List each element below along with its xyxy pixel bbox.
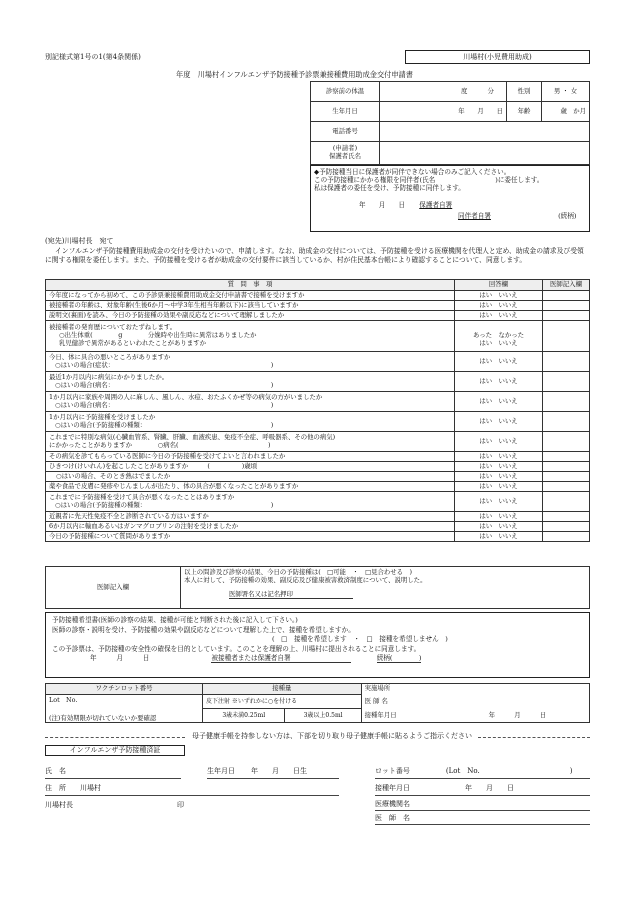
- cert-doctor: 医 師 名: [375, 814, 410, 822]
- answer-choice[interactable]: はい いいえ: [455, 492, 543, 512]
- question-row: 被接種者の年齢は、対象年齢(生後6か月～中学3年生相当年齢以下)に該当していますか はい いいえ: [46, 301, 590, 311]
- question-row: 今年度になってから初めて、この予診票兼接種費用助成金交付申請書で接種を受けますか はい いいえ: [46, 291, 590, 301]
- doctor-note-cell[interactable]: [543, 412, 590, 432]
- answer-choice[interactable]: はい いいえ: [455, 452, 543, 462]
- dob-label: 生年月日: [311, 102, 380, 122]
- answer-choice[interactable]: はい いいえ: [455, 432, 543, 452]
- phone-label: 電話番号: [311, 122, 380, 142]
- doctor-note-cell[interactable]: [543, 512, 590, 522]
- lot-cell[interactable]: Lot No. (注)有効期限が切れていないか要確認: [46, 695, 203, 723]
- guardian-field[interactable]: [380, 142, 590, 165]
- consent-statement: この予診票は、予防接種の安全性の確保を目的としています。このことを理解の上、川場村に提出されることに同意します。: [52, 644, 421, 653]
- question-row: 1か月以内に予防接種を受けましたか ○はいの場合(予防接種の種類： ) はい いいえ: [46, 412, 590, 432]
- cert-name-label: 氏 名: [45, 767, 66, 775]
- doctor-note-cell[interactable]: [543, 372, 590, 392]
- cert-lot-line[interactable]: [375, 778, 590, 779]
- doctor-judgement[interactable]: 以上の問診及び診察の結果、今日の予防接種は( □可能 ・ □見合わせる ): [184, 568, 412, 576]
- application-text: インフルエンザ予防接種費用助成金の交付を受けたいので、申請します。なお、助成金の交付については、予防接種を受ける医療機関を代理人と定め、助成金の請求及び受領に関する権限を委任します。また、予防接種を受ける者が助成金の交付要件に該当しているか、村が住民基本台帳により確認することについて、同意します。: [45, 247, 584, 264]
- age-label: 年齢: [507, 102, 542, 122]
- vaccine-table: [45, 683, 590, 723]
- doctor-note-cell[interactable]: [543, 352, 590, 372]
- question-row: ひきつけ(けいれん)を起こしたことがありますか ( )歳頃 はい いいえ: [46, 462, 590, 472]
- sex-label: 性別: [507, 82, 542, 102]
- answer-choice[interactable]: あった なかった はい いいえ: [455, 321, 543, 352]
- answer-choice[interactable]: はい いいえ: [455, 512, 543, 522]
- guardian-label: (申請者) 保護者氏名: [311, 142, 380, 165]
- doctor-signature[interactable]: 医師署名又は記名押印: [184, 591, 586, 599]
- cert-lot: ロット番号 (Lot No. ): [375, 767, 573, 775]
- category-box: 川場村(小児費用助成): [405, 50, 590, 64]
- sex-field[interactable]: 男 ・ 女: [542, 82, 590, 102]
- question-row: 薬や食品で皮膚に発疹やじんましんが出たり、体の具合が悪くなったことがありますか はい いいえ: [46, 482, 590, 492]
- doctor-note-cell[interactable]: [543, 301, 590, 311]
- consent-sign-row: 年 月 日 被接種者または保護者自署 続柄( ): [90, 654, 422, 663]
- certificate-title: インフルエンザ予防接種済証: [45, 745, 185, 756]
- consent-heading: 予防接種希望書(医師の診察の結果、接種が可能と判断された後に記入して下さい。): [52, 616, 298, 624]
- question-row: 最近1か月以内に病気にかかりましたか。 ○はいの場合(病名： ) はい いいえ: [46, 372, 590, 392]
- doctor-explanation: 本人に対して、予防接種の効果、副反応及び健康被害救済制度について、説明した。: [184, 575, 427, 584]
- dose-large-option[interactable]: 3歳以上0.5ml: [285, 709, 361, 723]
- cert-date: 接種年月日 年 月 日: [375, 784, 514, 792]
- answer-choice[interactable]: はい いいえ: [455, 301, 543, 311]
- doctor-section: [45, 566, 590, 609]
- doctor-note-cell[interactable]: [543, 291, 590, 301]
- doctor-note-cell[interactable]: [543, 392, 590, 412]
- lot-header: ワクチンロット番号: [46, 684, 203, 695]
- form-number: 別記様式第1号の1(第4条関係): [45, 53, 141, 61]
- answer-choice[interactable]: はい いいえ: [455, 482, 543, 492]
- answer-header: 回答欄: [455, 280, 543, 291]
- doctor-name-cell[interactable]: 医 師 名: [361, 695, 589, 709]
- cert-date-line[interactable]: [375, 795, 590, 796]
- date-cell[interactable]: 接種年月日 年 月 日: [361, 709, 589, 723]
- answer-choice[interactable]: はい いいえ: [455, 392, 543, 412]
- question-row: これまでに予防接種を受けて具合が悪くなったことはありますか ○はいの場合(予防接種の種類： ) はい いいえ: [46, 492, 590, 512]
- companion-text: 私は保護者の委任を受け、予防接種に同伴します。: [314, 184, 465, 193]
- temp-label: 診察前の体温: [311, 82, 380, 102]
- answer-choice[interactable]: はい いいえ: [455, 352, 543, 372]
- doctor-header: 医師記入欄: [543, 280, 590, 291]
- patient-info-table: [310, 81, 590, 165]
- consent-box: [45, 612, 590, 678]
- cut-note: 母子健康手帳を持参しない方は、下部を切り取り母子健康手帳に貼るようご指示ください: [192, 732, 472, 740]
- cut-line-right: [478, 737, 590, 738]
- site-header: 実施場所: [361, 684, 589, 695]
- dose-small-option[interactable]: 3歳未満0.25ml: [203, 709, 285, 723]
- form-title: 年度 川場村インフルエンザ予防接種予診票兼接種費用助成金交付申請書: [176, 70, 413, 79]
- questionnaire-table: [45, 279, 590, 542]
- cert-address-line[interactable]: [45, 795, 339, 796]
- doctor-note-cell[interactable]: [543, 472, 590, 482]
- doctor-note-cell[interactable]: [543, 462, 590, 472]
- age-field[interactable]: 歳 か月: [542, 102, 590, 122]
- question-row: これまでに特別な病気(心臓血管系、腎臓、肝臓、血液疾患、免疫不全症、呼吸器系、その他の病気) にかかったことがありますか ○病名( ) はい いいえ: [46, 432, 590, 452]
- question-row: 今日、体に具合の悪いところがありますか ○はいの場合(症状： ) はい いいえ: [46, 352, 590, 372]
- question-row: ○はいの場合、そのとき熱はでましたか はい いいえ: [46, 472, 590, 482]
- phone-field[interactable]: [380, 122, 590, 142]
- delegation-text: この予防接種にかかる権限を同伴者(氏名 )に委任します。: [314, 176, 544, 185]
- cert-dob-line[interactable]: [207, 778, 339, 779]
- question-row: 近親者に先天性免疫不全と診断されている方はいますか はい いいえ: [46, 512, 590, 522]
- doctor-note-cell[interactable]: [543, 532, 590, 542]
- question-header: 質 問 事 項: [46, 280, 455, 291]
- delegation-box: [310, 165, 590, 232]
- cert-name-line[interactable]: [45, 778, 181, 779]
- question-row: その病気を診てもらっている医師に今日の予防接種を受けてよいと言われましたか はい いいえ: [46, 452, 590, 462]
- dob-field[interactable]: 年 月 日: [380, 102, 507, 122]
- answer-choice[interactable]: はい いいえ: [455, 311, 543, 321]
- question-row: 被接種者の発育歴についておたずねします。 ○出生体重( g 分娩時や出生時に異常はありましたか 乳児健診で異常があるといわれたことがありますか あった なかった はい いいえ: [46, 321, 590, 352]
- question-row: 6か月以内に輸血あるいはガンマグロブリンの注射を受けましたか はい いいえ: [46, 522, 590, 532]
- companion-sign-row: 同伴者自署 (続柄): [458, 211, 577, 220]
- doctor-section-content: [181, 567, 590, 609]
- cert-seal: 印: [177, 801, 184, 809]
- doctor-note-cell[interactable]: [543, 452, 590, 462]
- doctor-note-cell[interactable]: [543, 492, 590, 512]
- answer-choice[interactable]: はい いいえ: [455, 472, 543, 482]
- doctor-note-cell[interactable]: [543, 311, 590, 321]
- question-row: 今日の予防接種について質問がありますか はい いいえ: [46, 532, 590, 542]
- answer-choice[interactable]: はい いいえ: [455, 462, 543, 472]
- answer-choice[interactable]: はい いいえ: [455, 372, 543, 392]
- doctor-note-cell[interactable]: [543, 522, 590, 532]
- dose-route: 皮下注射 ※いずれかに○を付ける: [203, 695, 362, 709]
- delegation-note: ◆予防接種当日に保護者が同伴できない場合のみご記入ください。: [314, 168, 511, 176]
- answer-choice[interactable]: はい いいえ: [455, 532, 543, 542]
- delegation-date: 年 月 日 保護者自署: [359, 200, 453, 209]
- answer-choice[interactable]: はい いいえ: [455, 412, 543, 432]
- doctor-note-cell[interactable]: [543, 432, 590, 452]
- cert-facility: 医療機関名: [375, 800, 410, 808]
- cert-dob: 生年月日 年 月 日生: [207, 767, 307, 775]
- cert-mayor: 川場村長: [45, 801, 73, 809]
- cut-line-left: [45, 737, 185, 738]
- cert-doctor-line[interactable]: [375, 824, 590, 825]
- doctor-note-cell[interactable]: [543, 321, 590, 352]
- doctor-section-label: 医師記入欄: [46, 567, 181, 609]
- cert-facility-line[interactable]: [375, 810, 590, 811]
- question-row: 1か月以内に家族や周囲の人に麻しん、風しん、水痘、おたふくかぜ等の病気の方がいましたか ○はいの場合(病名： ) はい いいえ: [46, 392, 590, 412]
- cert-address: 住 所 川場村: [45, 784, 101, 792]
- answer-choice[interactable]: はい いいえ: [455, 522, 543, 532]
- temp-field[interactable]: 度 分: [380, 82, 507, 102]
- consent-question: 医師の診察・説明を受け、予防接種の効果や副反応などについて理解した上で、接種を希望しますか。: [52, 625, 355, 634]
- addressee: (宛先)川場村長 宛て: [45, 237, 114, 245]
- answer-choice[interactable]: はい いいえ: [455, 291, 543, 301]
- doctor-note-cell[interactable]: [543, 482, 590, 492]
- dose-header: 接種量: [203, 684, 362, 695]
- question-row: 説明文(裏面)を読み、今日の予防接種の効果や副反応などについて理解しましたか はい いいえ: [46, 311, 590, 321]
- consent-choice[interactable]: ( □ 接種を希望します ・ □ 接種を希望しません ): [272, 635, 448, 644]
